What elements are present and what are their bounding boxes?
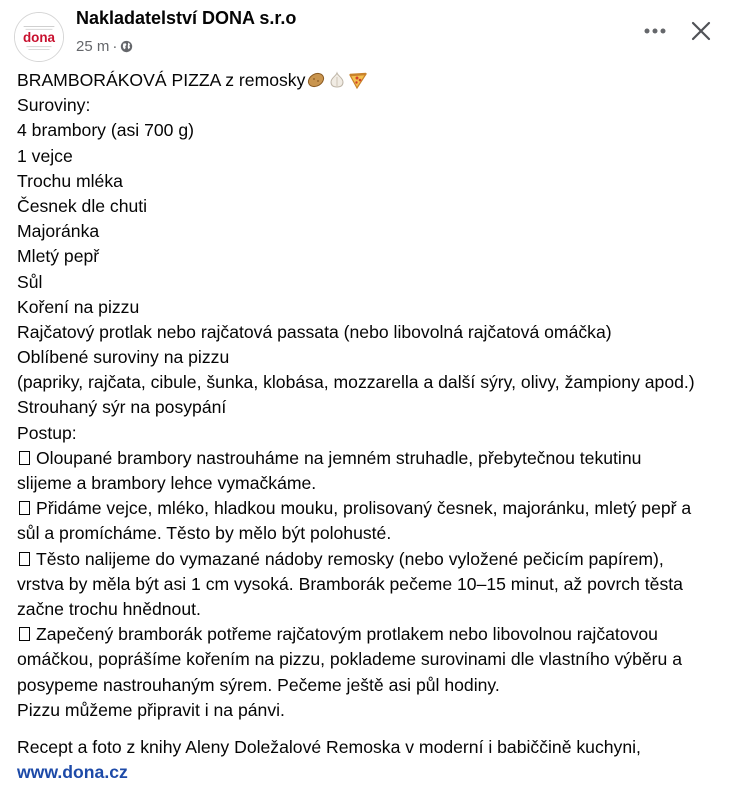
step-line: začne trochu hnědnout.	[17, 598, 201, 619]
step-line: slijeme a brambory lehce vymačkáme.	[17, 473, 317, 493]
close-button[interactable]	[684, 14, 718, 48]
more-options-button[interactable]	[638, 17, 672, 45]
text-line: (papriky, rajčata, cibule, šunka, klobása, mozzarella a další sýry, olivy, žampiony apod.)	[17, 372, 695, 393]
close-icon	[691, 21, 711, 41]
meta-separator: ·	[112, 37, 118, 55]
text-line: 1 vejce	[17, 145, 73, 166]
text-line: Česnek dle chuti	[17, 195, 148, 216]
step-line	[17, 547, 732, 572]
logo-text: dona	[22, 29, 56, 45]
missing-glyph-box-icon	[19, 627, 30, 641]
text-line: Trochu mléka	[17, 170, 123, 191]
source-line: Recept a foto z knihy Aleny Doležalové Remoska v moderní i babiččině kuchyni,	[17, 736, 641, 757]
page-name-link[interactable]: Nakladatelství DONA s.r.o	[76, 8, 297, 28]
post-time[interactable]: 25 m	[76, 37, 110, 55]
post-title-line	[17, 68, 732, 93]
step-line	[17, 446, 732, 471]
step-text: Zapečený bramborák potřeme rajčatovým protlakem nebo libovolnou rajčatovou	[36, 624, 658, 645]
globe-icon[interactable]	[120, 40, 133, 53]
text-line: Oblíbené suroviny na pizzu	[17, 347, 230, 368]
potato-icon	[306, 71, 326, 96]
missing-glyph-box-icon	[19, 451, 30, 465]
text-line: Sůl	[17, 271, 43, 292]
dona-logo	[15, 13, 63, 61]
missing-glyph-box-icon	[19, 501, 30, 515]
step-text: Těsto nalijeme do vymazané nádoby remosky (nebo vyložené pečicím papírem),	[36, 548, 664, 569]
text-line: Majoránka	[17, 221, 100, 242]
text-line: 4 brambory (asi 700 g)	[17, 120, 194, 141]
step-line	[17, 496, 732, 521]
post-meta	[76, 36, 133, 56]
page-avatar[interactable]	[14, 12, 64, 62]
step-text: Oloupané brambory nastrouháme na jemném struhadle, přebytečnou tekutinu	[36, 447, 642, 468]
website-link[interactable]: www.dona.cz	[17, 762, 128, 783]
pizza-icon	[348, 71, 368, 96]
text-line: Rajčatový protlak nebo rajčatová passata (nebo libovolná rajčatová omáčka)	[17, 321, 612, 342]
garlic-icon	[327, 71, 347, 96]
website-line	[17, 760, 732, 785]
text-line: Suroviny:	[17, 95, 91, 116]
step-text: Přidáme vejce, mléko, hladkou mouku, prolisovaný česnek, majoránku, mletý pepř a	[36, 498, 692, 519]
step-line: posypeme nastrouhaným sýrem. Pečeme ještě asi půl hodiny.	[17, 674, 500, 695]
post-title: BRAMBORÁKOVÁ PIZZA z remosky	[17, 70, 306, 90]
text-line: Strouhaný sýr na posypání	[17, 397, 227, 418]
step-line	[17, 622, 732, 647]
more-icon	[644, 28, 666, 34]
post-body	[17, 68, 732, 785]
text-line: Mletý pepř	[17, 246, 100, 267]
missing-glyph-box-icon	[19, 552, 30, 566]
step-line: omáčkou, poprášíme kořením na pizzu, poklademe surovinami dle vlastního výběru a	[17, 649, 682, 670]
text-line: Postup:	[17, 422, 77, 443]
step-line: sůl a promícháme. Těsto by mělo být polohusté.	[17, 523, 392, 544]
text-line: Koření na pizzu	[17, 296, 140, 317]
post-header	[0, 0, 738, 66]
closing-line: Pizzu můžeme připravit i na pánvi.	[17, 699, 285, 720]
paragraph-gap	[17, 723, 732, 735]
step-line: vrstva by měla být asi 1 cm vysoká. Bramborák pečeme 10–15 minut, až povrch těsta	[17, 573, 683, 594]
